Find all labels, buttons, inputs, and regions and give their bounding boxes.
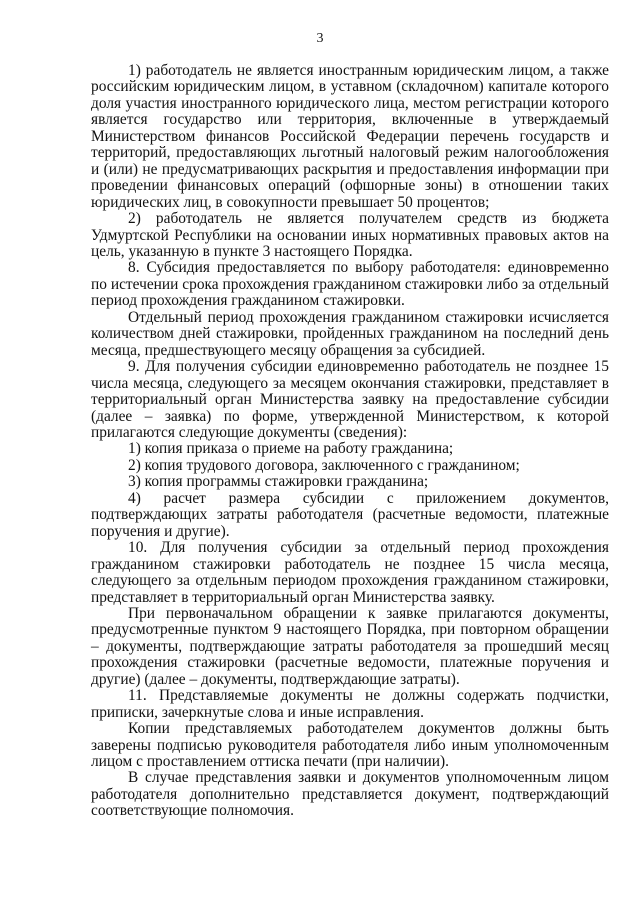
list-item-subsidy-calculation: 4) расчет размера субсидии с приложением документов, подтверждающих затраты работодателя (расчетные ведомости, платежные поручения и другие). bbox=[91, 489, 609, 540]
paragraph-clause-10: 10. Для получения субсидии за отдельный период прохождения гражданином стажировки работодатель не позднее 15 числа месяца, следующего за отдельным периодом прохождения гражданином стажировки, представляет в территориальный орган Министерства заявку. bbox=[91, 539, 609, 606]
list-item-contract-copy: 2) копия трудового договора, заключенного с гражданином; bbox=[128, 456, 520, 474]
paragraph-separate-period: Отдельный период прохождения гражданином стажировки исчисляется количеством дней стажировки, пройденных гражданином на последний день месяца, предшествующего месяцу обращения за субсидией. bbox=[91, 308, 609, 359]
paragraph-clause-8: 8. Субсидия предоставляется по выбору работодателя: единовременно по истечении срока прохождения гражданином стажировки либо за отдельный период прохождения гражданином стажировки. bbox=[91, 259, 609, 310]
paragraph-item-1: 1) работодатель не является иностранным юридическим лицом, а также российским юридическим лицом, в уставном (складочном) капитале которого доля участия иностранного юридического лица, местом регистрации которого является государство или территория, включенные в утверждаемый Министерством финансов Российской Федерации перечень государств и территорий, предоставляющих льготный налоговый режим налогообложения и (или) не предусматривающих раскрытия и предоставления информации при проведении финансовых операций (офшорные зоны) в отношении таких юридических лиц, в совокупности превышает 50 процентов; bbox=[91, 62, 609, 211]
list-item-order-copy: 1) копия приказа о приеме на работу гражданина; bbox=[128, 440, 454, 458]
list-item-program-copy: 3) копия программы стажировки гражданина; bbox=[128, 473, 429, 491]
paragraph-authorized-person: В случае представления заявки и документов уполномоченным лицом работодателя дополнительно представляется документ, подтверждающий соответствующие полномочия. bbox=[91, 769, 609, 820]
paragraph-clause-11: 11. Представляемые документы не должны содержать подчистки, приписки, зачеркнутые слова и иные исправления. bbox=[91, 687, 609, 721]
document-body bbox=[91, 63, 609, 820]
paragraph-clause-9: 9. Для получения субсидии единовременно работодатель не позднее 15 числа месяца, следующего за месяцем окончания стажировки, представляет в территориальный орган Министерства заявку на предоставление субсидии (далее – заявка) по форме, утвержденной Министерством, к которой прилагаются следующие документы (сведения): bbox=[91, 358, 609, 441]
page-number: 3 bbox=[316, 31, 324, 46]
paragraph-initial-request: При первоначальном обращении к заявке прилагаются документы, предусмотренные пунктом 9 настоящего Порядка, при повторном обращении – документы, подтверждающие затраты работодателя за прошедший месяц прохождения стажировки (расчетные ведомости, платежные поручения и другие) (далее – документы, подтверждающие затраты). bbox=[91, 604, 609, 688]
paragraph-item-2: 2) работодатель не является получателем средств из бюджета Удмуртской Республики на основании иных нормативных правовых актов на цель, указанную в пункте 3 настоящего Порядка. bbox=[91, 210, 609, 260]
paragraph-copies-certification: Копии представляемых работодателем документов должны быть заверены подписью руководителя работодателя либо иным уполномоченным лицом с проставлением оттиска печати (при наличии). bbox=[91, 720, 609, 771]
